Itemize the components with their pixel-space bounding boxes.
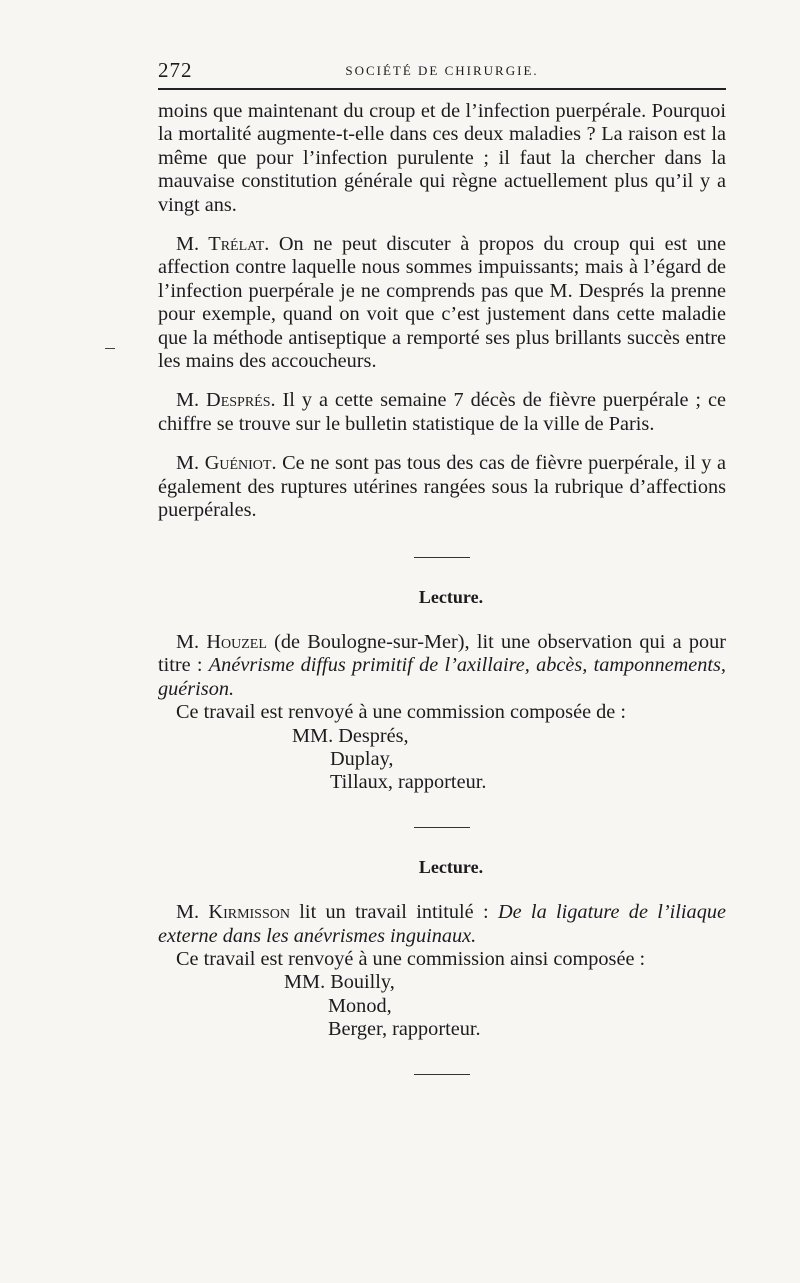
section-title: Lecture. <box>418 586 484 607</box>
intro-houzel: (de Boulogne-sur-Mer), lit une observation qui a pour titre : <box>158 630 726 677</box>
speaker-despres: M. Després. <box>176 389 276 412</box>
paragraph-trelat <box>158 233 726 373</box>
commission-list <box>284 971 726 1041</box>
running-title: SOCIÉTÉ DE CHIRURGIE. <box>345 63 539 78</box>
page-header <box>158 58 726 84</box>
commission-list <box>292 725 726 795</box>
speaker-gueniot: M. Guéniot. <box>176 452 277 475</box>
work-title-houzel: Anévrisme diffus primitif de l’axillaire, abcès, tamponnements, guérison. <box>158 654 726 700</box>
speaker-trelat: M. Trélat. <box>176 233 270 256</box>
page-body <box>158 100 726 1075</box>
referral-kirmisson: Ce travail est renvoyé à une commission ainsi composée : <box>176 947 646 970</box>
speaker-houzel: M. Houzel <box>176 630 267 653</box>
section-separator <box>414 1074 470 1075</box>
paragraph-houzel <box>158 631 726 701</box>
speaker-kirmisson: M. Kirmisson <box>176 901 290 924</box>
paragraph-gueniot <box>158 452 726 522</box>
text-despres: Il y a cette semaine 7 décès de fièvre puerpérale ; ce chiffre se trouve sur le bulletin statistique de la ville de Paris. <box>158 389 726 435</box>
paragraph-continuation: moins que maintenant du croup et de l’infection puerpérale. Pourquoi la mortalité augmente-t-elle dans ces deux maladies ? La raison est la même que pour l’infection purulente ; il faut la chercher dans la mauvaise constitution générale qui règne actuellement plus qu’il y a vingt ans. <box>158 100 726 216</box>
margin-mark <box>105 348 115 349</box>
intro-kirmisson: lit un travail intitulé : <box>299 901 489 924</box>
page-number: 272 <box>158 58 193 82</box>
section-separator <box>414 827 470 828</box>
header-rule <box>158 88 726 90</box>
paragraph-kirmisson <box>158 901 726 948</box>
section-separator <box>414 557 470 558</box>
referral-houzel: Ce travail est renvoyé à une commission composée de : <box>176 701 627 724</box>
work-title-kirmisson: De la ligature de l’iliaque externe dans les anévrismes inguinaux. <box>158 901 726 947</box>
section-title: Lecture. <box>418 856 484 877</box>
commission-member: Duplay, <box>330 747 394 770</box>
commission-member: MM. Bouilly, <box>284 971 395 994</box>
commission-member: Berger, rapporteur. <box>328 1018 481 1041</box>
text-trelat: On ne peut discuter à propos du croup qui est une affection contre laquelle nous sommes impuissants; mais à l’égard de l’infection puerpérale je ne comprends pas que M. Després la prenne pour exemple, quand on voit que c’est justement dans cette maladie que la méthode antiseptique a remporté ses plus brillants succès entre les mains des accoucheurs. <box>158 233 727 373</box>
paragraph-despres <box>158 389 726 436</box>
commission-member: Tillaux, rapporteur. <box>330 771 487 794</box>
commission-member: MM. Després, <box>292 724 409 747</box>
text-gueniot: Ce ne sont pas tous des cas de fièvre puerpérale, il y a également des ruptures utérines rangées sous la rubrique d’affections puerpérales. <box>158 452 726 522</box>
commission-member: Monod, <box>328 994 392 1017</box>
